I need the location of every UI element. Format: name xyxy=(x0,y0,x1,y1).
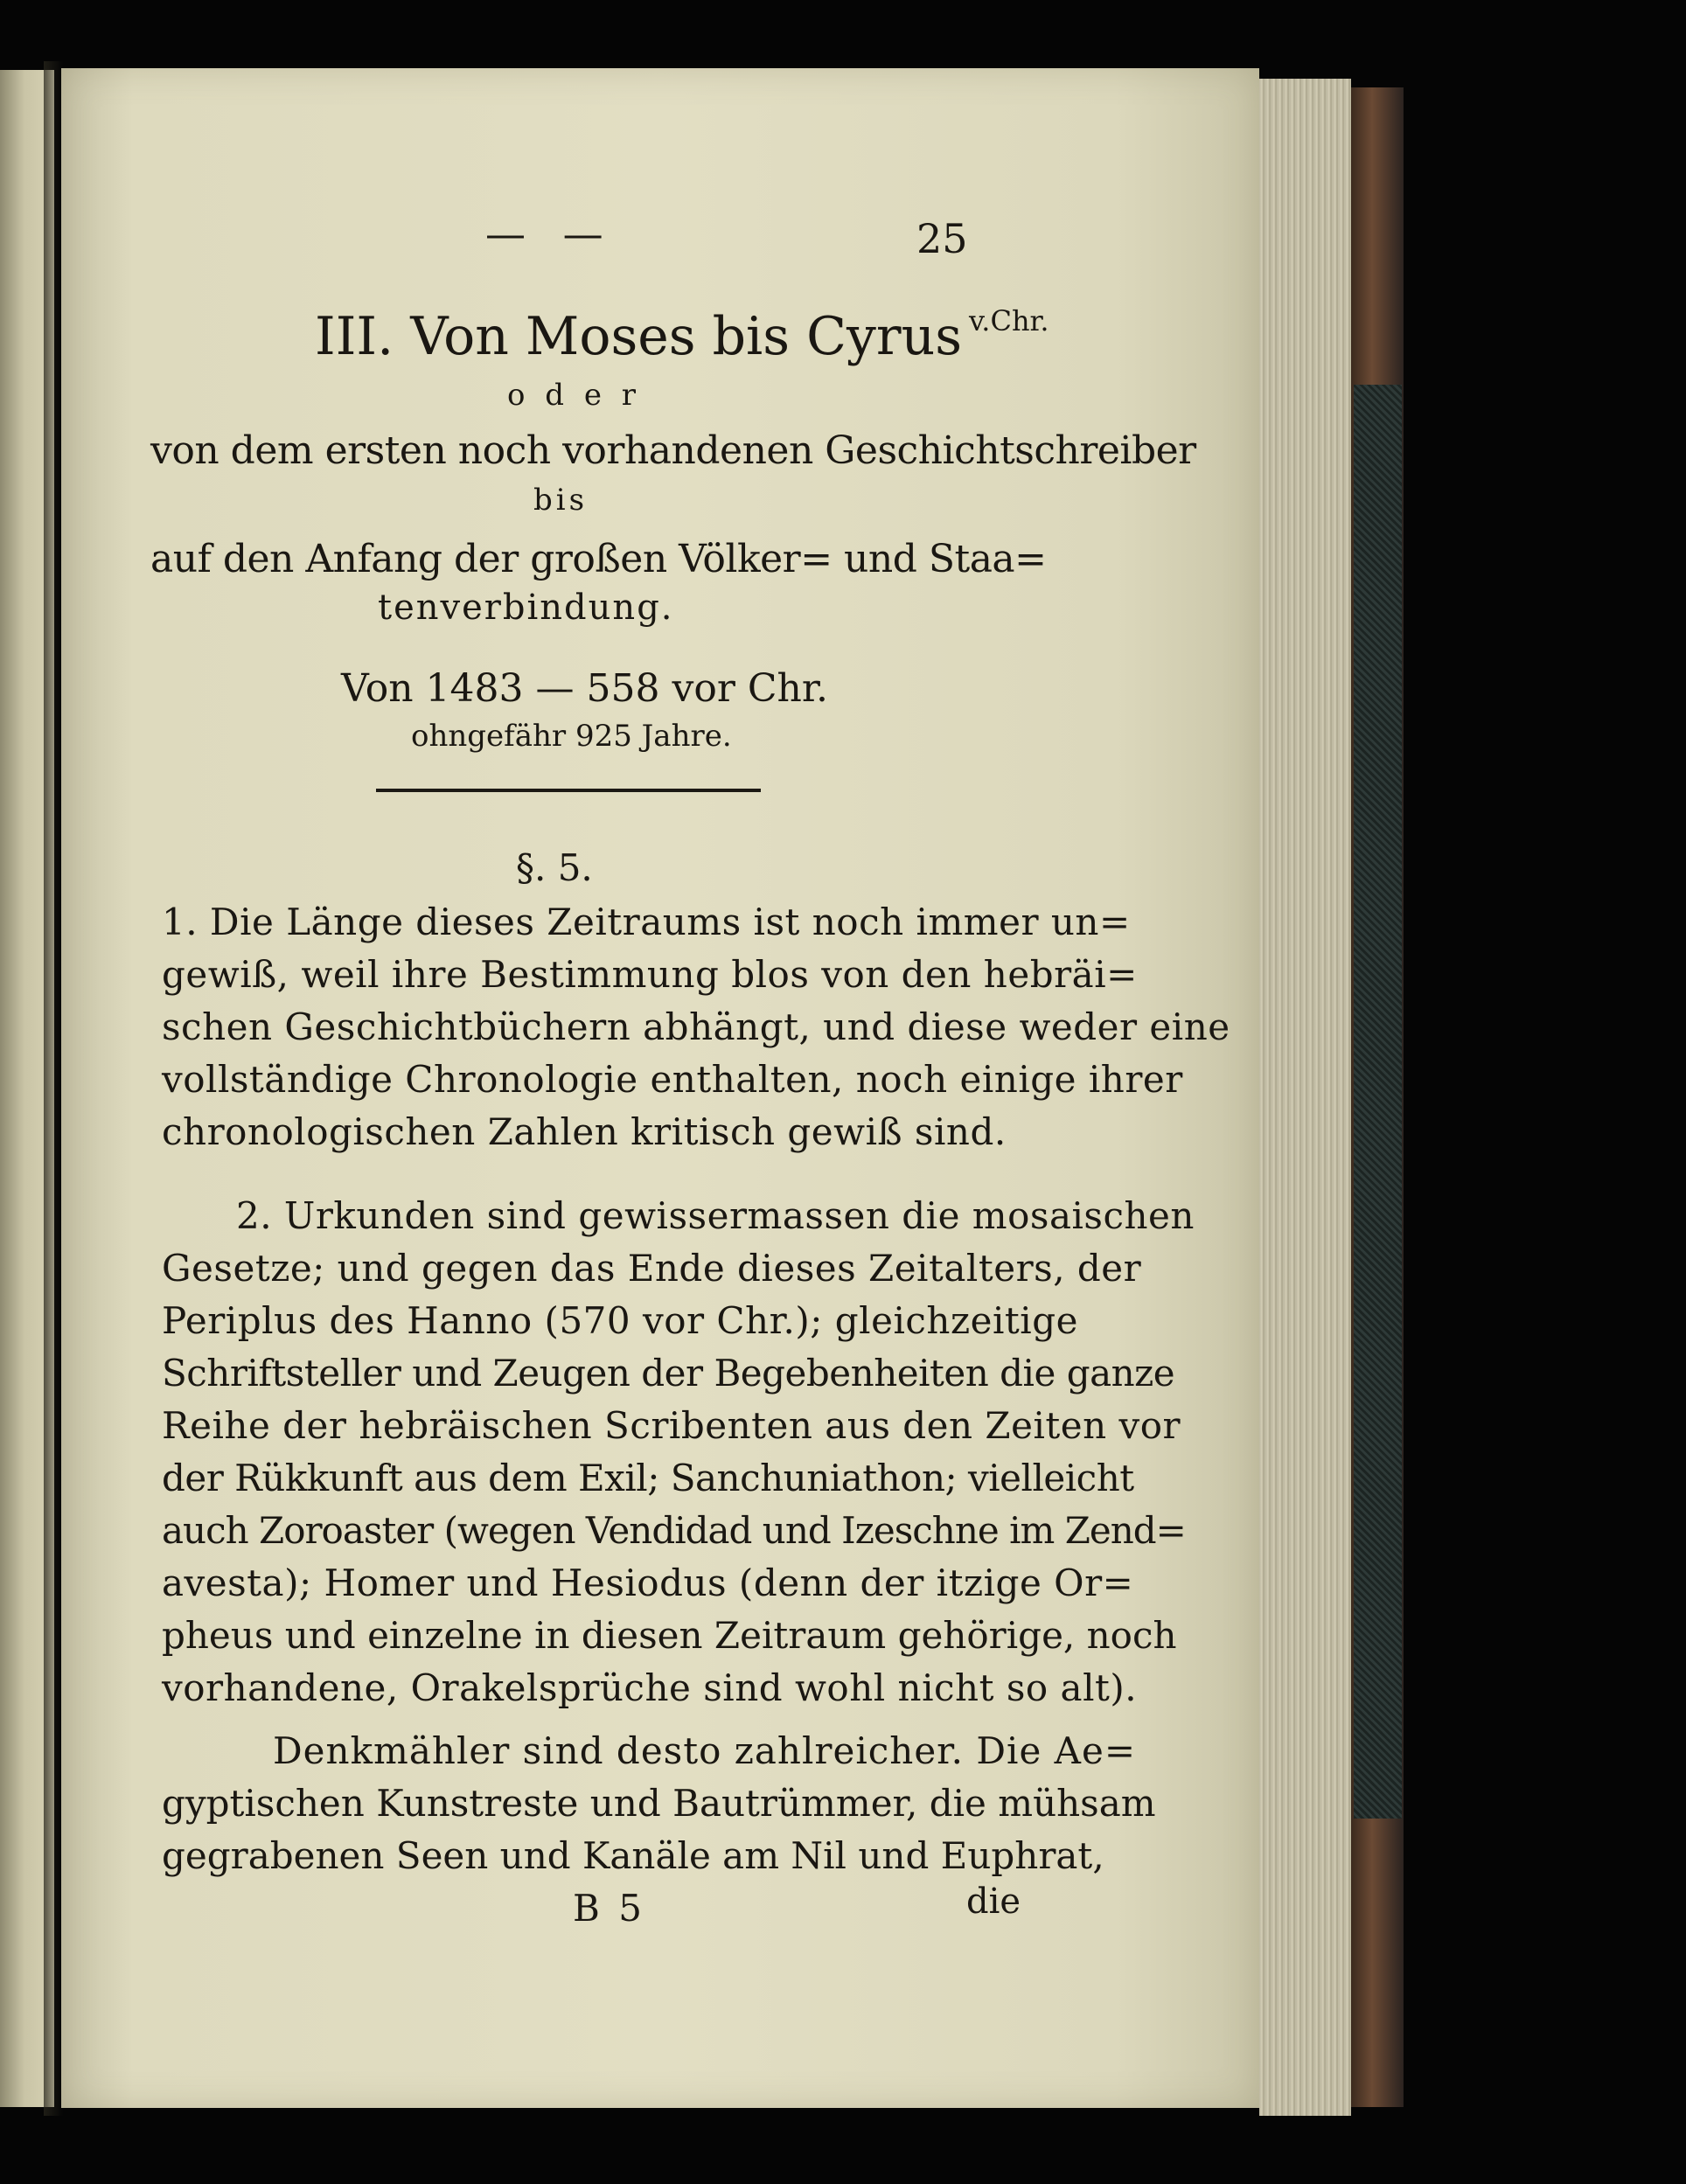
margin-note: v.Chr. xyxy=(969,304,1049,337)
p1-line-1: 1. Die Länge dieses Zeitraums ist noch immer un= xyxy=(162,901,1131,943)
page-edges xyxy=(1259,79,1351,2116)
title-line-5: auf den Anfang der großen Völker= und Staa= xyxy=(150,537,1047,581)
p3-line-3: gegrabenen Seen und Kanäle am Nil und Euphrat, xyxy=(162,1834,1104,1877)
title-dates: Von 1483 — 558 vor Chr. xyxy=(341,666,829,711)
page-number: 25 xyxy=(916,215,968,262)
p2-line-7: auch Zoroaster (wegen Vendidad und Izeschne im Zend= xyxy=(162,1509,1186,1552)
p2-line-1: 2. Urkunden sind gewissermassen die mosaischen xyxy=(236,1194,1195,1237)
p2-line-9: pheus und einzelne in diesen Zeitraum gehörige, noch xyxy=(162,1614,1177,1657)
p2-line-2: Gesetze; und gegen das Ende dieses Zeitalters, der xyxy=(162,1247,1142,1290)
header-dashes: — — xyxy=(485,210,616,257)
p2-line-6: der Rükkunft aus dem Exil; Sanchuniathon; vielleicht xyxy=(162,1457,1134,1499)
title-line-3: von dem ersten noch vorhandenen Geschichtschreiber xyxy=(150,428,1196,473)
p2-line-3: Periplus des Hanno (570 vor Chr.); gleichzeitige xyxy=(162,1299,1078,1342)
section-mark: §. 5. xyxy=(516,846,593,889)
p1-line-3: schen Geschichtbüchern abhängt, und diese weder eine xyxy=(162,1005,1230,1048)
p1-line-5: chronologischen Zahlen kritisch gewiß sind. xyxy=(162,1110,1007,1153)
gutter-shadow xyxy=(44,61,63,2116)
p2-line-5: Reihe der hebräischen Scribenten aus den Zeiten vor xyxy=(162,1404,1181,1447)
title-duration: ohngefähr 925 Jahre. xyxy=(411,719,732,754)
title-divider xyxy=(376,789,761,792)
title-conjunction: o d e r xyxy=(507,378,642,413)
signature-mark: B 5 xyxy=(573,1887,645,1930)
p2-line-8: avesta); Homer und Hesiodus (denn der itzige Or= xyxy=(162,1561,1134,1604)
p2-line-4: Schriftsteller und Zeugen der Begebenheiten die ganze xyxy=(162,1352,1175,1395)
title-line-4: bis xyxy=(533,483,589,518)
cover-cloth xyxy=(1354,385,1402,1819)
p2-line-10: vorhandene, Orakelsprüche sind wohl nicht so alt). xyxy=(162,1666,1138,1709)
p3-line-2: gyptischen Kunstreste und Bautrümmer, die mühsam xyxy=(162,1782,1156,1825)
title-line-6: tenverbindung. xyxy=(378,588,674,628)
catchword: die xyxy=(966,1881,1021,1922)
chapter-title: III. Von Moses bis Cyrus xyxy=(315,306,963,367)
p1-line-4: vollständige Chronologie enthalten, noch einige ihrer xyxy=(162,1058,1183,1101)
p1-line-2: gewiß, weil ihre Bestimmung blos von den hebräi= xyxy=(162,953,1138,996)
p3-line-1: Denkmähler sind desto zahlreicher. Die Ae= xyxy=(273,1729,1137,1772)
